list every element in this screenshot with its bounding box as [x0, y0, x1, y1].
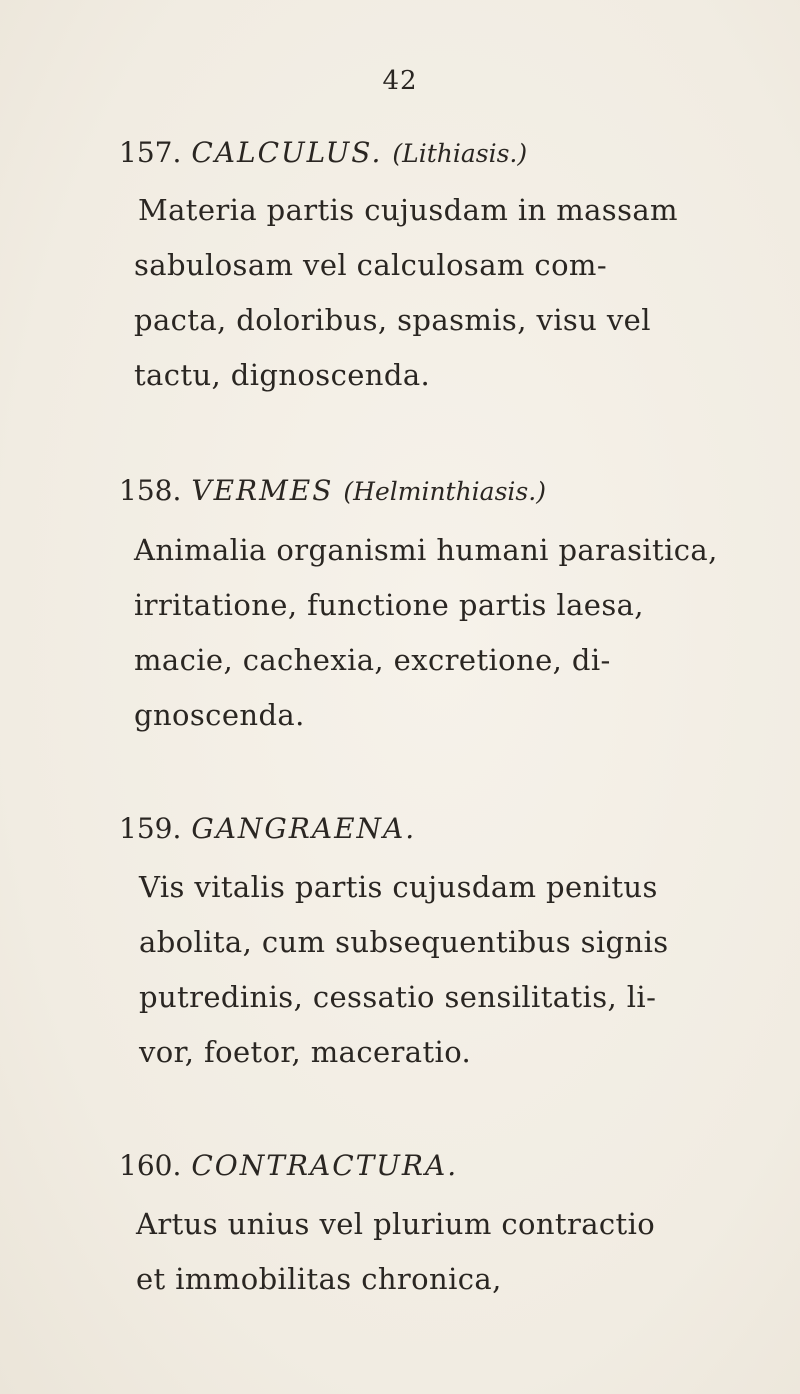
text-line: tactu, dignoscenda.	[134, 358, 431, 392]
entry-term: CALCULUS.	[191, 136, 383, 169]
text-line: sabulosam vel calculosam com-	[134, 248, 608, 282]
text-line: Artus unius vel plurium contractio	[136, 1207, 656, 1241]
entry-term: CONTRACTURA.	[191, 1149, 459, 1182]
entry-definition-gangraena	[139, 860, 669, 1080]
text-line: pacta, doloribus, spasmis, visu vel	[134, 303, 651, 337]
entry-term: VERMES	[191, 474, 334, 507]
text-line: et immobilitas chronica,	[136, 1262, 502, 1296]
text-line: putredinis, cessatio sensilitatis, li-	[139, 980, 657, 1014]
entry-number: 157.	[119, 136, 182, 169]
text-line: macie, cachexia, excretione, di-	[134, 643, 611, 677]
entry-heading-gangraena	[119, 812, 416, 845]
entry-definition-vermes	[134, 523, 718, 743]
entry-heading-contractura	[119, 1149, 458, 1182]
entry-number: 159.	[119, 812, 182, 845]
text-line: Materia partis cujusdam in massam	[138, 193, 678, 227]
entry-definition-calculus	[134, 183, 678, 403]
entry-definition-contractura	[136, 1197, 655, 1307]
text-line: irritatione, functione partis laesa,	[134, 588, 644, 622]
entry-alt-term: (Lithiasis.)	[392, 139, 528, 168]
entry-heading-calculus	[119, 136, 527, 169]
entry-number: 160.	[119, 1149, 182, 1182]
text-line: Animalia organismi humani parasitica,	[134, 533, 718, 567]
text-line: vor, foetor, maceratio.	[139, 1035, 472, 1069]
entry-term: GANGRAENA.	[191, 812, 417, 845]
text-line: Vis vitalis partis cujusdam penitus	[139, 870, 658, 904]
entry-alt-term: (Helminthiasis.)	[343, 477, 546, 506]
entry-number: 158.	[119, 474, 182, 507]
entry-heading-vermes	[119, 474, 546, 507]
text-line: gnoscenda.	[134, 698, 305, 732]
text-line: abolita, cum subsequentibus signis	[139, 925, 669, 959]
page-number: 42	[382, 66, 418, 96]
